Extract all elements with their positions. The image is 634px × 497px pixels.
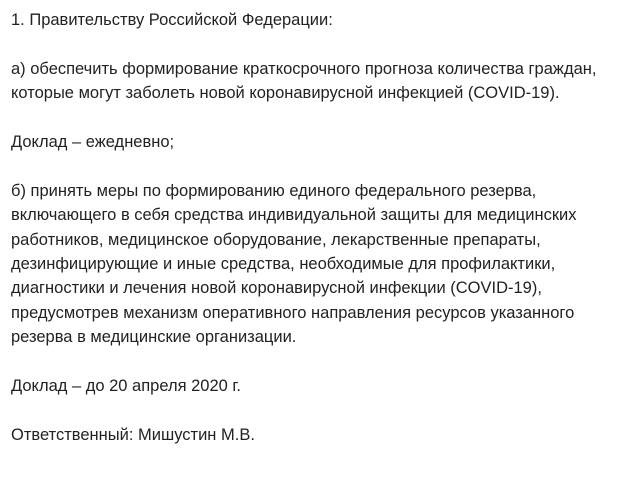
responsible [11, 423, 629, 447]
subitem-a-line: которые могут заболеть новой коронавирусной инфекцией (COVID-19). [11, 84, 560, 103]
report-b-text: Доклад – до 20 апреля 2020 г. [11, 377, 241, 396]
subitem-b-line: работников, медицинское оборудование, лекарственные препараты, [11, 230, 541, 249]
subitem-b-line: дезинфицирующие и иные средства, необходимые для профилактики, [11, 255, 556, 274]
subitem-b [11, 179, 629, 350]
item-heading [11, 8, 629, 32]
paragraph-gap [11, 32, 629, 56]
subitem-b-line: диагностики и лечения новой коронавирусной инфекции (COVID-19), [11, 279, 542, 298]
paragraph-gap [11, 398, 629, 422]
subitem-b-line: предусмотрев механизм оперативного направления ресурсов указанного [11, 303, 575, 322]
paragraph-gap [11, 350, 629, 374]
subitem-a [11, 57, 629, 106]
report-a [11, 130, 629, 154]
paragraph-gap [11, 106, 629, 130]
subitem-a-line: а) обеспечить формирование краткосрочного прогноза количества граждан, [11, 59, 597, 78]
report-a-text: Доклад – ежедневно; [11, 133, 175, 151]
subitem-b-line: резерва в медицинские организации. [11, 328, 297, 347]
item-heading-text: 1. Правительству Российской Федерации: [11, 11, 333, 29]
paragraph-gap [11, 154, 629, 178]
responsible-text: Ответственный: Мишустин М.В. [11, 425, 255, 444]
subitem-b-line: б) принять меры по формированию единого федерального резерва, [11, 181, 537, 200]
subitem-b-line: включающего в себя средства индивидуальной защиты для медицинских [11, 206, 577, 225]
document-body [11, 8, 629, 447]
report-b [11, 374, 629, 398]
